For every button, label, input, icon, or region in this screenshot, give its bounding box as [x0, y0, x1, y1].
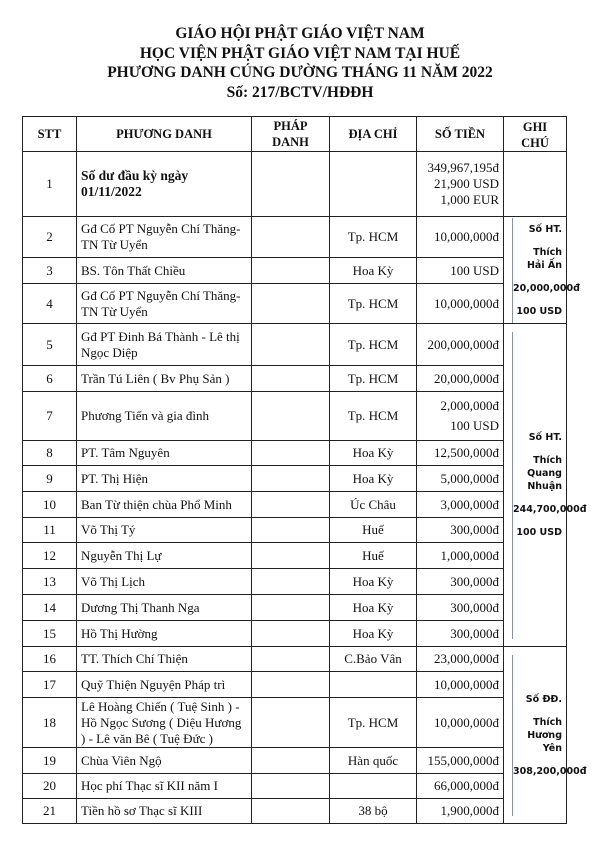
stt-cell: 19 — [23, 748, 77, 774]
phap-danh-cell — [252, 799, 330, 824]
address-cell — [330, 774, 417, 799]
col-phap-danh: PHÁP DANH — [252, 117, 330, 152]
name-line: Hồ Thị Hường — [81, 625, 158, 641]
table-row — [23, 284, 567, 324]
address-cell: Úc Châu — [330, 492, 417, 518]
amount-cell — [417, 217, 504, 258]
note-bracket — [512, 218, 580, 323]
address-cell: Tp. HCM — [330, 366, 417, 392]
name-cell — [77, 324, 252, 366]
name-line: Ban Từ thiện chùa Phổ Minh — [81, 496, 232, 512]
table-row — [23, 569, 567, 595]
amount-line: 200,000,000đ — [427, 336, 499, 352]
address-cell: Hàn quốc — [330, 748, 417, 774]
col-ghi-chu: GHI CHÚ — [504, 117, 567, 152]
phap-danh-cell — [252, 492, 330, 518]
amount-cell — [417, 799, 504, 824]
amount-line: 300,000đ — [450, 599, 499, 615]
header-line-4: Số: 217/BCTV/HĐĐH — [226, 83, 374, 101]
amount-cell — [417, 569, 504, 595]
name-line: TN Từ Uyển — [81, 237, 148, 252]
col-so-tien: SỐ TIỀN — [417, 117, 504, 152]
name-cell — [77, 621, 252, 647]
col-stt: STT — [23, 117, 77, 152]
name-cell — [77, 392, 252, 441]
table-row — [23, 492, 567, 518]
table-row — [23, 774, 567, 799]
name-line: Học phí Thạc sĩ KII năm I — [81, 778, 218, 793]
header-line-2: HỌC VIỆN PHẬT GIÁO VIỆT NAM TẠI HUẾ — [139, 44, 461, 62]
phap-danh-cell — [252, 441, 330, 466]
stt-cell: 12 — [23, 543, 77, 569]
amount-line: 100 USD — [450, 262, 499, 278]
name-cell — [77, 258, 252, 284]
stt-cell: 17 — [23, 672, 77, 698]
table-row — [23, 366, 567, 392]
address-cell: Hoa Kỳ — [330, 258, 417, 284]
amount-cell — [417, 366, 504, 392]
address-cell: Tp. HCM — [330, 284, 417, 324]
name-line: Chùa Viên Ngộ — [81, 752, 162, 768]
table-row — [23, 647, 567, 672]
stt-cell: 6 — [23, 366, 77, 392]
amount-line: 155,000,000đ — [427, 752, 499, 768]
table-row — [23, 441, 567, 466]
name-cell — [77, 799, 252, 824]
stt-cell: 8 — [23, 441, 77, 466]
amount-line: 1,000 EUR — [440, 192, 499, 207]
table-row — [23, 518, 567, 543]
address-cell — [330, 672, 417, 698]
address-cell: 38 bộ — [330, 799, 417, 824]
name-line: Số dư đầu kỳ ngày — [81, 168, 189, 183]
header-line-1: GIÁO HỘI PHẬT GIÁO VIỆT NAM — [175, 25, 425, 42]
address-cell: Tp. HCM — [330, 217, 417, 258]
stt-cell: 14 — [23, 595, 77, 621]
amount-cell — [417, 748, 504, 774]
note-line: Thích Hải Ấn — [526, 246, 562, 271]
amount-cell — [417, 152, 504, 217]
name-cell — [77, 518, 252, 543]
name-line: Dương Thị Thanh Nga — [81, 599, 200, 615]
stt-cell: 18 — [23, 698, 77, 748]
stt-cell: 9 — [23, 466, 77, 492]
amount-line: 10,000,000đ — [434, 676, 499, 692]
phap-danh-cell — [252, 698, 330, 748]
note-cell — [504, 217, 580, 324]
name-line: PT. Thị Hiện — [81, 470, 149, 486]
stt-cell: 3 — [23, 258, 77, 284]
amount-cell — [417, 518, 504, 543]
amount-line: 1,000,000đ — [440, 547, 499, 563]
name-line: Hồ Ngọc Sương ( Diệu Hương — [81, 714, 242, 730]
phap-danh-cell — [252, 217, 330, 258]
address-cell: Hoa Kỳ — [330, 621, 417, 647]
amount-line: 66,000,000đ — [434, 778, 499, 793]
phap-danh-cell — [252, 748, 330, 774]
address-cell: Hoa Kỳ — [330, 466, 417, 492]
address-cell: Hoa Kỳ — [330, 595, 417, 621]
name-line: Tiền hồ sơ Thạc sĩ KIII — [81, 803, 203, 818]
phap-danh-cell — [252, 366, 330, 392]
name-cell — [77, 774, 252, 799]
amount-line: 10,000,000đ — [434, 229, 499, 244]
note-bracket — [512, 332, 587, 639]
name-line: Ngọc Diệp — [81, 344, 138, 360]
note-line: 244,700,000đ — [513, 504, 587, 515]
address-cell — [330, 152, 417, 217]
address-cell: Tp. HCM — [330, 324, 417, 366]
name-line: ) - Lê văn Bê ( Tuệ Đức ) — [81, 730, 213, 746]
stt-cell: 15 — [23, 621, 77, 647]
stt-cell: 11 — [23, 518, 77, 543]
address-cell: Huế — [330, 518, 417, 543]
amount-cell — [417, 392, 504, 441]
donation-table — [22, 116, 587, 824]
phap-danh-cell — [252, 466, 330, 492]
amount-cell — [417, 647, 504, 672]
amount-cell — [417, 672, 504, 698]
table-row — [23, 595, 567, 621]
amount-cell — [417, 284, 504, 324]
phap-danh-cell — [252, 284, 330, 324]
amount-line: 100 USD — [450, 418, 499, 433]
name-line: PT. Tâm Nguyên — [81, 445, 170, 460]
col-dia-chi: ĐỊA CHỈ — [330, 117, 417, 152]
table-row — [23, 748, 567, 774]
table-row — [23, 799, 567, 824]
name-cell — [77, 466, 252, 492]
phap-danh-cell — [252, 392, 330, 441]
stt-cell: 2 — [23, 217, 77, 258]
amount-cell — [417, 324, 504, 366]
amount-cell — [417, 595, 504, 621]
amount-cell — [417, 492, 504, 518]
name-line: Gđ Cố PT Nguyễn Chí Thăng- — [81, 287, 241, 303]
phap-danh-cell — [252, 647, 330, 672]
table-row — [23, 392, 567, 441]
name-line: Nguyễn Thị Lự — [81, 547, 162, 563]
amount-line: 12,500,000đ — [434, 445, 499, 460]
phap-danh-cell — [252, 543, 330, 569]
amount-line: 300,000đ — [450, 625, 499, 641]
name-cell — [77, 595, 252, 621]
name-cell — [77, 217, 252, 258]
document-header — [0, 24, 600, 102]
note-cell — [504, 152, 567, 217]
phap-danh-cell — [252, 518, 330, 543]
name-cell — [77, 672, 252, 698]
note-line: Thích Quang Nhuận — [527, 455, 562, 492]
table-row — [23, 543, 567, 569]
phap-danh-cell — [252, 569, 330, 595]
name-cell — [77, 441, 252, 466]
name-line: Phương Tiến và gia đình — [81, 408, 210, 423]
amount-cell — [417, 441, 504, 466]
table-row — [23, 324, 567, 366]
name-line: 01/11/2022 — [81, 184, 142, 199]
note-line: Thích Hương Yên — [527, 716, 562, 754]
stt-cell: 4 — [23, 284, 77, 324]
table-row — [23, 152, 567, 217]
amount-line: 10,000,000đ — [434, 295, 499, 311]
note-line: 100 USD — [516, 527, 562, 538]
amount-cell — [417, 543, 504, 569]
name-cell — [77, 492, 252, 518]
table-row — [23, 466, 567, 492]
name-line: TN Từ Uyển — [81, 303, 148, 319]
note-line: 20,000,000đ — [513, 282, 580, 294]
name-cell — [77, 698, 252, 748]
amount-line: 300,000đ — [450, 522, 499, 537]
stt-cell: 13 — [23, 569, 77, 595]
address-cell: C.Bảo Vân — [330, 647, 417, 672]
phap-danh-cell — [252, 258, 330, 284]
address-cell: Hoa Kỳ — [330, 569, 417, 595]
note-line: 308,200,000đ — [513, 765, 587, 777]
name-line: TT. Thích Chí Thiện — [81, 651, 188, 666]
name-line: BS. Tôn Thất Chiều — [81, 262, 186, 278]
name-cell — [77, 152, 252, 217]
name-cell — [77, 543, 252, 569]
amount-line: 300,000đ — [450, 573, 499, 589]
name-line: Quỹ Thiện Nguyện Pháp trì — [81, 676, 226, 692]
stt-cell: 21 — [23, 799, 77, 824]
stt-cell: 7 — [23, 392, 77, 441]
table-row — [23, 672, 567, 698]
note-cell — [504, 324, 587, 647]
amount-line: 21,900 USD — [433, 176, 499, 191]
phap-danh-cell — [252, 621, 330, 647]
amount-cell — [417, 698, 504, 748]
phap-danh-cell — [252, 774, 330, 799]
name-line: Lê Hoàng Chiến ( Tuệ Sinh ) - — [81, 698, 240, 714]
amount-line: 20,000,000đ — [434, 370, 499, 386]
phap-danh-cell — [252, 672, 330, 698]
amount-line: 23,000,000đ — [434, 651, 499, 666]
note-line: 100 USD — [516, 305, 562, 317]
amount-line: 3,000,000đ — [440, 496, 499, 512]
table-row — [23, 698, 567, 748]
name-line: Võ Thị Lịch — [81, 573, 146, 589]
amount-cell — [417, 621, 504, 647]
phap-danh-cell — [252, 324, 330, 366]
address-cell: Tp. HCM — [330, 392, 417, 441]
name-line: Gđ Cố PT Nguyễn Chí Thăng- — [81, 221, 241, 236]
amount-line: 349,967,195đ — [427, 160, 499, 175]
table-row — [23, 621, 567, 647]
phap-danh-cell — [252, 152, 330, 217]
stt-cell: 10 — [23, 492, 77, 518]
amount-line: 5,000,000đ — [440, 470, 499, 486]
col-phuong-danh: PHƯƠNG DANH — [77, 117, 252, 152]
phap-danh-cell — [252, 595, 330, 621]
note-bracket — [512, 655, 587, 816]
name-line: Gđ PT Đinh Bá Thành - Lê thị — [81, 328, 240, 344]
name-cell — [77, 366, 252, 392]
name-cell — [77, 748, 252, 774]
amount-line: 10,000,000đ — [434, 714, 499, 730]
amount-line: 2,000,000đ — [440, 398, 499, 413]
address-cell: Hoa Kỳ — [330, 441, 417, 466]
name-line: Trần Tú Liên ( Bv Phụ Sản ) — [81, 370, 230, 386]
amount-cell — [417, 258, 504, 284]
stt-cell: 20 — [23, 774, 77, 799]
note-line: Số HT. — [528, 223, 562, 235]
amount-line: 1,900,000đ — [440, 803, 499, 818]
stt-cell: 5 — [23, 324, 77, 366]
table-header-row — [23, 117, 567, 152]
name-cell — [77, 284, 252, 324]
note-cell — [504, 647, 587, 824]
name-cell — [77, 569, 252, 595]
amount-cell — [417, 466, 504, 492]
address-cell: Huế — [330, 543, 417, 569]
name-cell — [77, 647, 252, 672]
note-line: Số HT. — [528, 432, 562, 443]
address-cell: Tp. HCM — [330, 698, 417, 748]
stt-cell: 16 — [23, 647, 77, 672]
table-row — [23, 258, 567, 284]
header-line-3: PHƯƠNG DANH CÚNG DƯỜNG THÁNG 11 NĂM 2022 — [107, 64, 493, 81]
amount-cell — [417, 774, 504, 799]
note-line: Số ĐĐ. — [525, 693, 562, 705]
name-line: Võ Thị Tý — [81, 522, 136, 537]
stt-cell: 1 — [23, 152, 77, 217]
table-row — [23, 217, 567, 258]
